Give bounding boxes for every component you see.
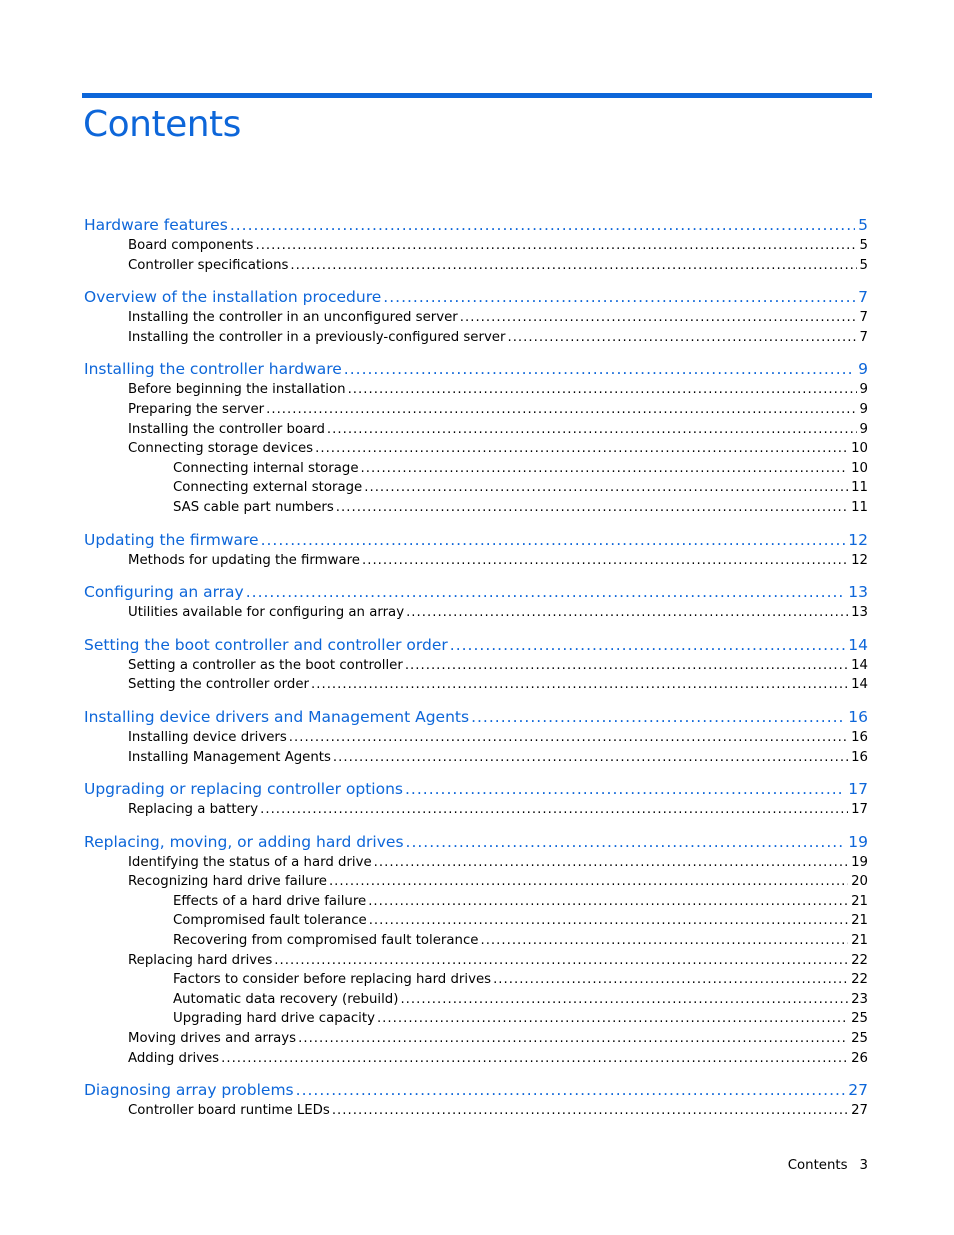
toc-entry-title[interactable]: Installing device drivers and Management Agents xyxy=(84,707,470,726)
toc-page-number[interactable]: 10 xyxy=(851,460,868,476)
toc-subsection-entry[interactable] xyxy=(84,656,868,676)
dot-leader xyxy=(332,1101,848,1121)
toc-subsubsection-entry[interactable] xyxy=(84,459,868,479)
dot-leader xyxy=(260,800,848,820)
toc-entry-title[interactable]: Installing Management Agents xyxy=(128,749,331,765)
toc-page-number[interactable]: 13 xyxy=(851,605,868,621)
toc-entry-title[interactable]: Installing the controller in an unconfigured server xyxy=(128,310,458,326)
toc-page-number[interactable]: 21 xyxy=(851,893,868,909)
toc-subsubsection-entry[interactable] xyxy=(84,892,868,912)
toc-page-number[interactable]: 23 xyxy=(851,991,868,1007)
footer-page-number: 3 xyxy=(859,1158,868,1173)
toc-entry-title[interactable]: Replacing, moving, or adding hard drives xyxy=(84,832,404,851)
dot-leader xyxy=(377,1009,848,1029)
toc-entry-title[interactable]: Setting a controller as the boot controller xyxy=(128,657,403,673)
table-of-contents xyxy=(84,214,868,1132)
toc-page-number[interactable]: 16 xyxy=(851,729,868,745)
toc-chapter-entry[interactable] xyxy=(84,831,868,853)
toc-page-number[interactable]: 25 xyxy=(851,1031,868,1047)
dot-leader xyxy=(255,236,856,256)
toc-entry-title[interactable]: Preparing the server xyxy=(128,401,265,417)
toc-page-number[interactable]: 26 xyxy=(851,1050,868,1066)
toc-entry-title[interactable]: Setting the controller order xyxy=(128,677,310,693)
toc-subsection-entry[interactable] xyxy=(84,603,868,623)
dot-leader xyxy=(298,1029,848,1049)
toc-section xyxy=(84,214,868,275)
toc-entry-title[interactable]: Automatic data recovery (rebuild) xyxy=(173,991,399,1007)
toc-section xyxy=(84,831,868,1069)
dot-leader xyxy=(289,728,848,748)
toc-entry-title[interactable]: Identifying the status of a hard drive xyxy=(128,854,372,870)
toc-entry-title[interactable]: Upgrading or replacing controller options xyxy=(84,780,403,799)
toc-entry-title[interactable]: Connecting external storage xyxy=(173,480,363,496)
dot-leader xyxy=(406,831,846,853)
dot-leader xyxy=(344,358,855,380)
toc-entry-title[interactable]: Controller specifications xyxy=(128,257,289,273)
toc-page-number[interactable]: 19 xyxy=(851,854,868,870)
toc-page-number[interactable]: 16 xyxy=(848,707,868,726)
toc-subsection-entry[interactable] xyxy=(84,256,868,276)
toc-entry-title[interactable]: Installing device drivers xyxy=(128,729,287,745)
toc-page-number[interactable]: 20 xyxy=(851,874,868,890)
toc-entry-title[interactable]: Hardware features xyxy=(84,216,228,234)
toc-section xyxy=(84,286,868,347)
footer-label: Contents xyxy=(787,1158,848,1173)
toc-page-number[interactable]: 25 xyxy=(851,1011,868,1027)
toc-entry-title[interactable]: Updating the firmware xyxy=(84,530,259,549)
dot-leader xyxy=(230,214,855,236)
toc-page-number[interactable]: 14 xyxy=(851,677,868,693)
toc-subsubsection-entry[interactable] xyxy=(84,498,868,518)
toc-subsubsection-entry[interactable] xyxy=(84,970,868,990)
dot-leader xyxy=(327,420,857,440)
toc-subsection-entry[interactable] xyxy=(84,1049,868,1069)
toc-page-number[interactable]: 19 xyxy=(848,832,868,851)
toc-page-number[interactable]: 7 xyxy=(859,310,868,326)
toc-subsection-entry[interactable] xyxy=(84,1029,868,1049)
dot-leader xyxy=(261,529,846,551)
toc-chapter-entry[interactable] xyxy=(84,214,868,236)
toc-page-number[interactable]: 11 xyxy=(851,480,868,496)
dot-leader xyxy=(400,990,848,1010)
toc-entry-title[interactable]: Board components xyxy=(128,238,254,253)
toc-section xyxy=(84,778,868,820)
toc-entry-title[interactable]: SAS cable part numbers xyxy=(173,499,334,515)
toc-subsection-entry[interactable] xyxy=(84,551,868,571)
dot-leader xyxy=(450,634,846,656)
dot-leader xyxy=(369,911,848,931)
toc-page-number[interactable]: 21 xyxy=(851,913,868,929)
toc-section xyxy=(84,581,868,623)
toc-entry-title[interactable]: Recognizing hard drive failure xyxy=(128,874,327,890)
toc-page-number[interactable]: 9 xyxy=(859,401,868,417)
dot-leader xyxy=(336,498,848,518)
title-rule xyxy=(82,93,872,98)
toc-chapter-entry[interactable] xyxy=(84,286,868,308)
toc-page-number[interactable]: 21 xyxy=(851,933,868,949)
dot-leader xyxy=(405,778,845,800)
dot-leader xyxy=(290,256,856,276)
dot-leader xyxy=(311,675,848,695)
toc-chapter-entry[interactable] xyxy=(84,581,868,603)
toc-section xyxy=(84,706,868,767)
dot-leader xyxy=(362,551,848,571)
toc-page-number[interactable]: 17 xyxy=(848,780,868,799)
toc-page-number[interactable]: 14 xyxy=(851,657,868,673)
toc-subsection-entry[interactable] xyxy=(84,328,868,348)
dot-leader xyxy=(296,1079,846,1101)
toc-entry-title[interactable]: Diagnosing array problems xyxy=(84,1081,294,1100)
toc-subsubsection-entry[interactable] xyxy=(84,931,868,951)
toc-page-number[interactable]: 22 xyxy=(851,952,868,968)
toc-subsection-entry[interactable] xyxy=(84,1101,868,1121)
dot-leader xyxy=(221,1049,848,1069)
toc-subsection-entry[interactable] xyxy=(84,800,868,820)
dot-leader xyxy=(368,892,848,912)
toc-subsection-entry[interactable] xyxy=(84,380,868,400)
toc-subsubsection-entry[interactable] xyxy=(84,911,868,931)
toc-chapter-entry[interactable] xyxy=(84,778,868,800)
page-title: Contents xyxy=(83,104,241,145)
toc-entry-title[interactable]: Installing the controller board xyxy=(128,421,325,437)
toc-entry-title[interactable]: Connecting internal storage xyxy=(173,460,359,476)
dot-leader xyxy=(383,286,855,308)
toc-chapter-entry[interactable] xyxy=(84,358,868,380)
toc-page-number[interactable]: 12 xyxy=(848,530,868,549)
dot-leader xyxy=(405,656,848,676)
dot-leader xyxy=(361,459,849,479)
toc-page-number[interactable]: 7 xyxy=(858,288,868,307)
toc-subsubsection-entry[interactable] xyxy=(84,478,868,498)
toc-subsection-entry[interactable] xyxy=(84,872,868,892)
toc-page-number[interactable]: 27 xyxy=(848,1081,868,1100)
toc-subsection-entry[interactable] xyxy=(84,728,868,748)
dot-leader xyxy=(246,581,846,603)
toc-page-number[interactable]: 27 xyxy=(851,1103,868,1119)
toc-entry-title[interactable]: Overview of the installation procedure xyxy=(84,288,382,307)
toc-subsection-entry[interactable] xyxy=(84,439,868,459)
toc-page-number[interactable]: 10 xyxy=(851,441,868,457)
toc-subsection-entry[interactable] xyxy=(84,853,868,873)
toc-subsection-entry[interactable] xyxy=(84,420,868,440)
toc-subsection-entry[interactable] xyxy=(84,951,868,971)
toc-page-number[interactable]: 17 xyxy=(851,802,868,818)
toc-page-number[interactable]: 16 xyxy=(851,749,868,765)
toc-entry-title[interactable]: Replacing hard drives xyxy=(128,952,273,968)
dot-leader xyxy=(493,970,848,990)
dot-leader xyxy=(471,706,845,728)
toc-subsection-entry[interactable] xyxy=(84,236,868,256)
dot-leader xyxy=(329,872,848,892)
toc-page-number[interactable]: 22 xyxy=(851,972,868,988)
toc-chapter-entry[interactable] xyxy=(84,634,868,656)
dot-leader xyxy=(460,308,857,328)
toc-subsection-entry[interactable] xyxy=(84,308,868,328)
toc-section xyxy=(84,358,868,517)
toc-entry-title[interactable]: Installing the controller in a previously-configured server xyxy=(128,329,506,345)
toc-subsection-entry[interactable] xyxy=(84,400,868,420)
toc-entry-title[interactable]: Utilities available for configuring an array xyxy=(128,605,405,621)
toc-page-number[interactable]: 7 xyxy=(859,329,868,345)
toc-entry-title[interactable]: Installing the controller hardware xyxy=(84,360,342,379)
toc-page-number[interactable]: 12 xyxy=(851,552,868,568)
toc-entry-title[interactable]: Moving drives and arrays xyxy=(128,1031,297,1047)
toc-entry-title[interactable]: Configuring an array xyxy=(84,583,244,602)
toc-page-number[interactable]: 14 xyxy=(848,635,868,654)
toc-entry-title[interactable]: Factors to consider before replacing hard drives xyxy=(173,972,492,988)
dot-leader xyxy=(480,931,848,951)
toc-entry-title[interactable]: Replacing a battery xyxy=(128,802,259,818)
toc-entry-title[interactable]: Methods for updating the firmware xyxy=(128,552,360,568)
toc-section xyxy=(84,1079,868,1121)
toc-page-number[interactable]: 5 xyxy=(859,257,868,273)
toc-page-number[interactable]: 9 xyxy=(859,421,868,437)
dot-leader xyxy=(315,439,848,459)
toc-page-number[interactable]: 11 xyxy=(851,499,868,515)
toc-entry-title[interactable]: Compromised fault tolerance xyxy=(173,913,367,929)
toc-chapter-entry[interactable] xyxy=(84,1079,868,1101)
toc-entry-title[interactable]: Adding drives xyxy=(128,1050,220,1066)
toc-entry-title[interactable]: Setting the boot controller and controller order xyxy=(84,635,448,654)
toc-page-number[interactable]: 9 xyxy=(858,360,868,379)
toc-entry-title[interactable]: Before beginning the installation xyxy=(128,382,346,398)
toc-chapter-entry[interactable] xyxy=(84,706,868,728)
dot-leader xyxy=(406,603,848,623)
toc-subsubsection-entry[interactable] xyxy=(84,990,868,1010)
toc-entry-title[interactable]: Connecting storage devices xyxy=(128,441,314,457)
dot-leader xyxy=(266,400,856,420)
toc-page-number[interactable]: 5 xyxy=(858,216,868,234)
toc-chapter-entry[interactable] xyxy=(84,529,868,551)
toc-entry-title[interactable]: Controller board runtime LEDs xyxy=(128,1103,330,1119)
dot-leader xyxy=(364,478,848,498)
dot-leader xyxy=(374,853,848,873)
toc-page-number[interactable]: 5 xyxy=(859,238,868,253)
toc-subsubsection-entry[interactable] xyxy=(84,1009,868,1029)
toc-subsection-entry[interactable] xyxy=(84,748,868,768)
toc-entry-title[interactable]: Effects of a hard drive failure xyxy=(173,893,367,909)
toc-section xyxy=(84,634,868,695)
toc-section xyxy=(84,529,868,571)
toc-entry-title[interactable]: Upgrading hard drive capacity xyxy=(173,1011,375,1027)
toc-subsection-entry[interactable] xyxy=(84,675,868,695)
dot-leader xyxy=(274,951,848,971)
toc-page-number[interactable]: 9 xyxy=(859,382,868,398)
dot-leader xyxy=(507,328,856,348)
toc-entry-title[interactable]: Recovering from compromised fault tolerance xyxy=(173,933,479,949)
dot-leader xyxy=(333,748,848,768)
page-footer xyxy=(788,1158,868,1173)
dot-leader xyxy=(348,380,857,400)
toc-page-number[interactable]: 13 xyxy=(848,583,868,602)
